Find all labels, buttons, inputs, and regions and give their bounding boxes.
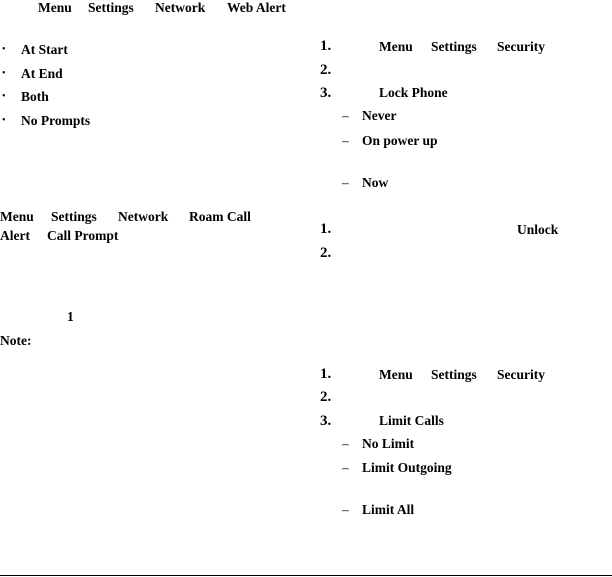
step-number: 2. <box>320 389 332 405</box>
step-number: 1. <box>320 366 332 382</box>
option-no-limit: No Limit <box>362 436 415 451</box>
lock-phone-label: Lock Phone <box>379 85 448 100</box>
option-at-start: At Start <box>21 42 68 57</box>
path-network: Network <box>118 209 169 224</box>
bullet-icon: • <box>2 91 6 102</box>
path-settings: Settings <box>431 39 477 54</box>
option-on-power-up: On power up <box>362 133 438 148</box>
unlock-label: Unlock <box>517 222 559 237</box>
path-settings: Settings <box>431 367 477 382</box>
path-menu: Menu <box>379 367 413 382</box>
path-call-prompt: Call Prompt <box>47 228 119 243</box>
option-both: Both <box>21 89 49 104</box>
path-security: Security <box>497 367 545 382</box>
step-number: 1. <box>320 38 332 54</box>
step-number: 3. <box>320 413 332 429</box>
bottom-rule <box>0 575 612 576</box>
dash-icon: – <box>342 108 349 123</box>
path-alert: Alert <box>0 228 30 243</box>
limit-calls-label: Limit Calls <box>379 413 444 428</box>
path-network: Network <box>155 0 206 15</box>
path-roam-call: Roam Call <box>189 209 251 224</box>
dash-icon: – <box>342 133 349 148</box>
step-number: 2. <box>320 62 332 78</box>
path-security: Security <box>497 39 545 54</box>
option-never: Never <box>362 108 397 123</box>
bullet-icon: • <box>2 115 6 126</box>
path-menu: Menu <box>38 0 72 15</box>
dash-icon: – <box>342 175 349 190</box>
option-limit-all: Limit All <box>362 502 415 517</box>
step-number: 3. <box>320 85 332 101</box>
path-settings: Settings <box>88 0 134 15</box>
bullet-icon: • <box>2 68 6 79</box>
note-label: Note: <box>0 333 32 348</box>
step-number: 1. <box>320 221 332 237</box>
path-menu: Menu <box>0 209 34 224</box>
step-number: 2. <box>320 245 332 261</box>
dash-icon: – <box>342 502 349 517</box>
bullet-icon: • <box>2 44 6 55</box>
option-now: Now <box>362 175 389 190</box>
stray-number: 1 <box>67 309 74 324</box>
option-limit-outgoing: Limit Outgoing <box>362 460 452 475</box>
option-no-prompts: No Prompts <box>21 113 91 128</box>
option-at-end: At End <box>21 66 63 81</box>
dash-icon: – <box>342 460 349 475</box>
dash-icon: – <box>342 436 349 451</box>
path-menu: Menu <box>379 39 413 54</box>
path-web-alert: Web Alert <box>227 0 286 15</box>
path-settings: Settings <box>51 209 97 224</box>
